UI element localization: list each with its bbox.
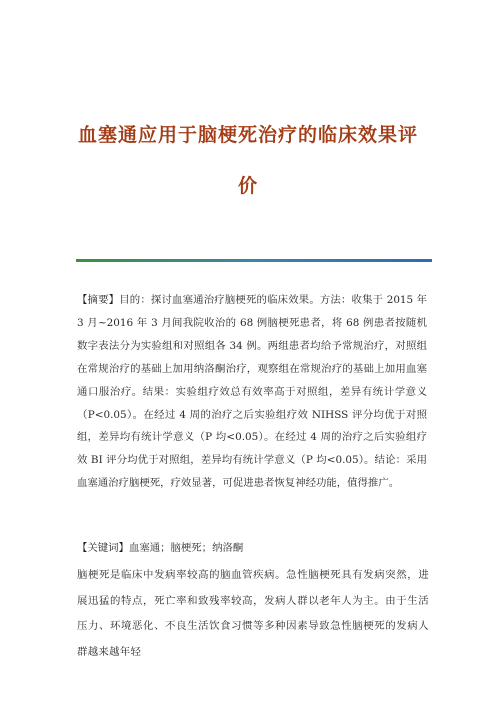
abstract-paragraph	[77, 289, 427, 495]
keywords-label: 【关键词】	[77, 542, 129, 554]
document-title-line-2: 价	[237, 175, 258, 197]
body-paragraph: 脑梗死是临床中发病率较高的脑血管疾病。急性脑梗死具有发病突然，进展迅猛的特点，死亡率和致残率较高，发病人群以老年人为主。由于生活压力、环境恶化、不良生活饮食习惯等多种因素导致急性脑梗死的发病人群越来越年轻	[77, 569, 429, 658]
title-divider	[76, 259, 432, 262]
abstract-label: 【摘要】	[77, 294, 120, 306]
abstract-text: 目的：探讨血塞通治疗脑梗死的临床效果。方法：收集于 2015 年 3 月~2016 年 3 月间我院收治的 68 例脑梗死患者，将 68 例患者按随机数字表法分为实验组和对照组各 34 例。两组患者均给予常规治疗，对照组在常规治疗的基础上加用纳洛酮治疗，观察组在常规治疗的基础上加用血塞通口服治疗。结果：实验组疗效总有效率高于对照组，差异有统计学意义（P<0.05）。在经过 4 周的治疗之后实验组疗效 NIHSS 评分均优于对照组，差异均有统计学意义（P 均<0.05）。在经过 4 周的治疗之后实验组疗效 BI 评分均优于对照组，差异均有统计学意义（P 均<0.05）。结论：采用血塞通治疗脑梗死，疗效显著，可促进患者恢复神经功能，值得推广。	[77, 294, 428, 490]
keywords-text: 血塞通；脑梗死；纳洛酮	[128, 542, 244, 554]
document-title-line-1: 血塞通应用于脑梗死治疗的临床效果评	[77, 124, 418, 146]
keywords-paragraph	[77, 537, 427, 560]
